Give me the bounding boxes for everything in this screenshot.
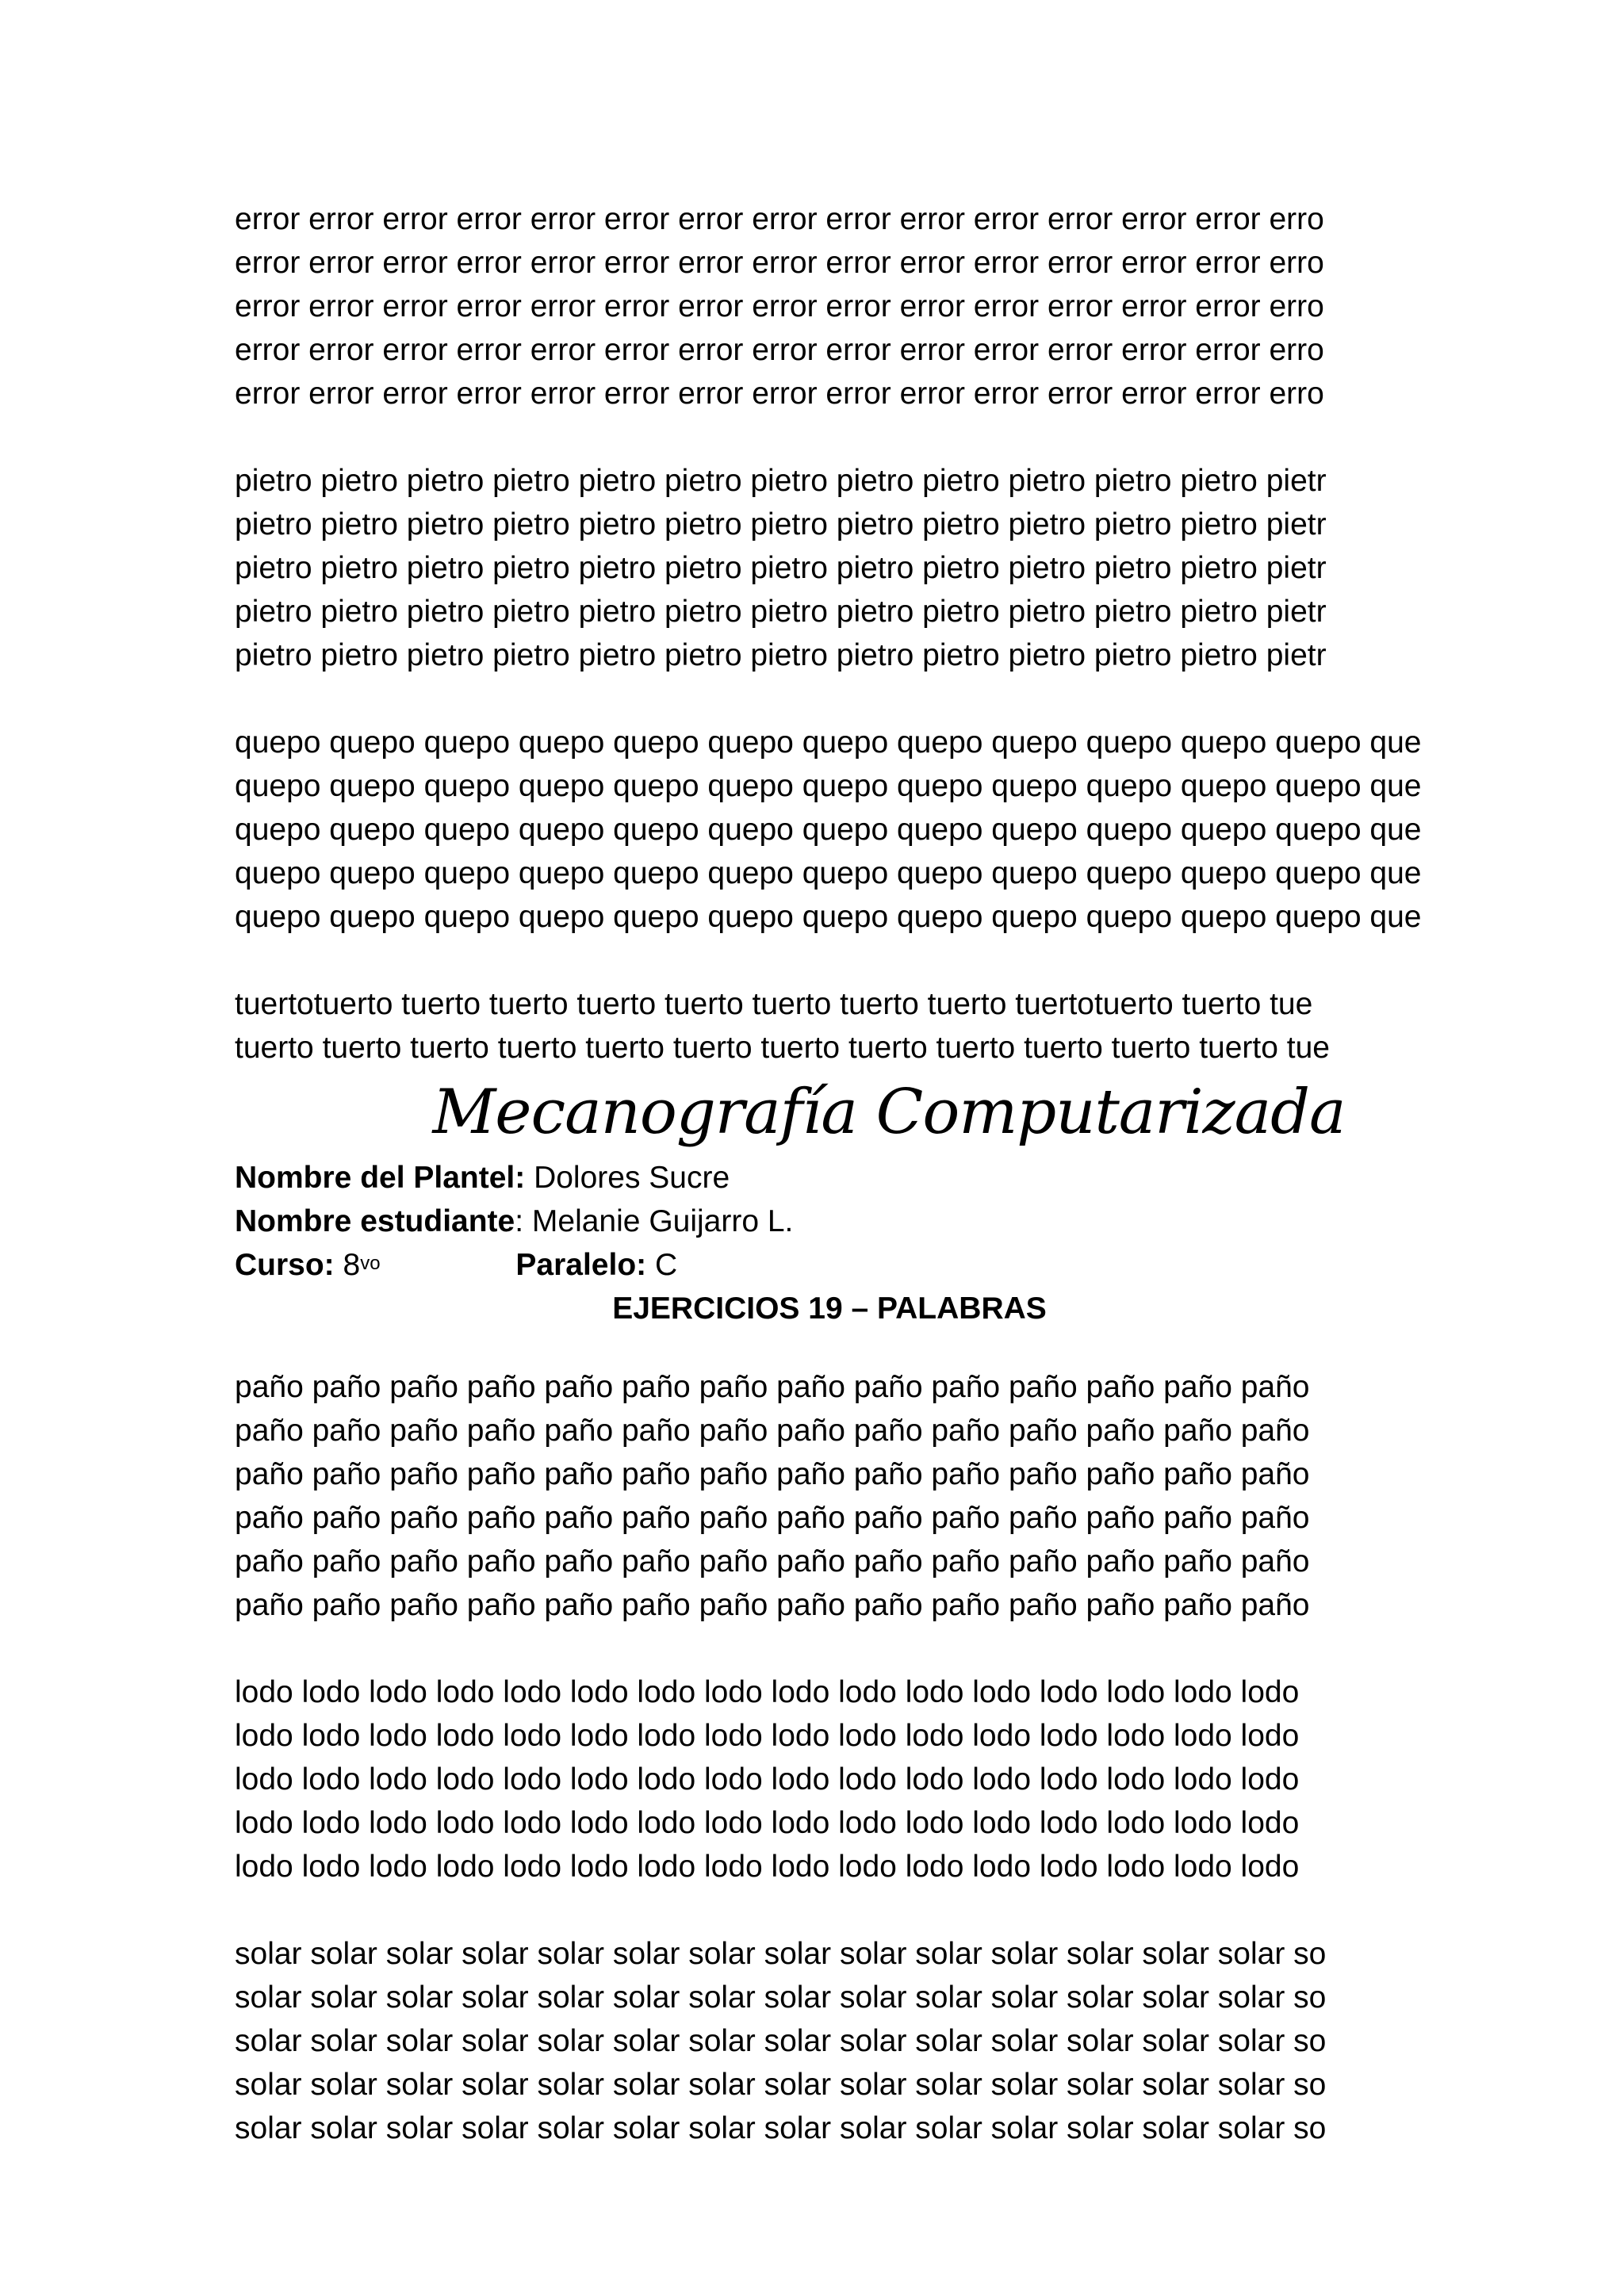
- practice-paragraph-quepo: [235, 721, 1424, 939]
- exercise-title: EJERCICIOS 19 – PALABRAS: [612, 1292, 1047, 1326]
- practice-line: pietro pietro pietro pietro pietro pietro pietro pietro pietro pietro pietro pietro pietr: [235, 595, 1327, 629]
- section-label: Paralelo:: [515, 1248, 647, 1282]
- practice-line: paño paño paño paño paño paño paño paño paño paño paño paño paño paño: [235, 1457, 1310, 1491]
- practice-line: quepo quepo quepo quepo quepo quepo quepo quepo quepo quepo quepo quepo que: [235, 769, 1422, 803]
- practice-line: solar solar solar solar solar solar solar solar solar solar solar solar solar solar so: [235, 2068, 1327, 2102]
- practice-line: paño paño paño paño paño paño paño paño paño paño paño paño paño paño: [235, 1501, 1310, 1535]
- document-title: Mecanografía Computarizada: [432, 1077, 1346, 1148]
- bottom-practice-block: [235, 1365, 1424, 2150]
- practice-line: lodo lodo lodo lodo lodo lodo lodo lodo lodo lodo lodo lodo lodo lodo lodo lodo: [235, 1762, 1300, 1797]
- student-line: [235, 1200, 1424, 1243]
- student-label: Nombre estudiante: [235, 1204, 515, 1238]
- practice-line: error error error error error error error error error error error error error error erro: [235, 289, 1324, 323]
- practice-paragraph-error: [235, 197, 1424, 415]
- school-line: [235, 1156, 1424, 1200]
- practice-line: paño paño paño paño paño paño paño paño paño paño paño paño paño paño: [235, 1588, 1310, 1622]
- practice-line: solar solar solar solar solar solar solar solar solar solar solar solar solar solar so: [235, 2111, 1327, 2145]
- practice-line: error error error error error error error error error error error error error error erro: [235, 377, 1324, 411]
- practice-paragraph-pietro: [235, 459, 1424, 677]
- practice-paragraph-pano: [235, 1365, 1424, 1627]
- practice-line: pietro pietro pietro pietro pietro pietro pietro pietro pietro pietro pietro pietro pietr: [235, 507, 1327, 541]
- practice-paragraph-solar: [235, 1932, 1424, 2150]
- practice-paragraph-lodo: [235, 1670, 1424, 1888]
- practice-line: quepo quepo quepo quepo quepo quepo quepo quepo quepo quepo quepo quepo que: [235, 900, 1422, 934]
- practice-line: error error error error error error error error error error error error error error erro: [235, 202, 1324, 236]
- school-label: Nombre del Plantel:: [235, 1161, 526, 1195]
- top-practice-block: [235, 197, 1424, 1070]
- practice-line: error error error error error error error error error error error error error error erro: [235, 246, 1324, 280]
- practice-line: solar solar solar solar solar solar solar solar solar solar solar solar solar solar so: [235, 2024, 1327, 2058]
- practice-line: paño paño paño paño paño paño paño paño paño paño paño paño paño paño: [235, 1414, 1310, 1448]
- practice-line: lodo lodo lodo lodo lodo lodo lodo lodo lodo lodo lodo lodo lodo lodo lodo lodo: [235, 1806, 1300, 1840]
- practice-line: tuertotuerto tuerto tuerto tuerto tuerto tuerto tuerto tuerto tuertotuerto tuerto tue: [235, 987, 1313, 1021]
- practice-line: quepo quepo quepo quepo quepo quepo quepo quepo quepo quepo quepo quepo que: [235, 813, 1422, 847]
- practice-line: lodo lodo lodo lodo lodo lodo lodo lodo lodo lodo lodo lodo lodo lodo lodo lodo: [235, 1850, 1300, 1884]
- practice-line: solar solar solar solar solar solar solar solar solar solar solar solar solar solar so: [235, 1980, 1327, 2015]
- course-label: Curso:: [235, 1248, 335, 1282]
- section-field: [515, 1243, 677, 1287]
- practice-line: error error error error error error error error error error error error error error erro: [235, 333, 1324, 367]
- practice-line: tuerto tuerto tuerto tuerto tuerto tuerto tuerto tuerto tuerto tuerto tuerto tuerto tue: [235, 1031, 1330, 1065]
- practice-line: pietro pietro pietro pietro pietro pietro pietro pietro pietro pietro pietro pietro pietr: [235, 464, 1327, 498]
- student-value: : Melanie Guijarro L.: [515, 1204, 794, 1238]
- practice-paragraph-tuerto: [235, 982, 1424, 1070]
- practice-line: quepo quepo quepo quepo quepo quepo quepo quepo quepo quepo quepo quepo que: [235, 856, 1422, 890]
- practice-line: lodo lodo lodo lodo lodo lodo lodo lodo lodo lodo lodo lodo lodo lodo lodo lodo: [235, 1675, 1300, 1709]
- practice-line: paño paño paño paño paño paño paño paño paño paño paño paño paño paño: [235, 1544, 1310, 1578]
- practice-line: quepo quepo quepo quepo quepo quepo quepo quepo quepo quepo quepo quepo que: [235, 725, 1422, 760]
- course-line: [235, 1243, 1424, 1287]
- practice-line: solar solar solar solar solar solar solar solar solar solar solar solar solar solar so: [235, 1937, 1327, 1971]
- practice-line: lodo lodo lodo lodo lodo lodo lodo lodo lodo lodo lodo lodo lodo lodo lodo lodo: [235, 1719, 1300, 1753]
- course-value: 8: [334, 1248, 361, 1282]
- school-value: Dolores Sucre: [525, 1161, 730, 1195]
- document-header: [235, 1069, 1424, 1330]
- practice-line: pietro pietro pietro pietro pietro pietro pietro pietro pietro pietro pietro pietro pietr: [235, 551, 1327, 585]
- section-value: C: [646, 1248, 678, 1282]
- practice-line: paño paño paño paño paño paño paño paño paño paño paño paño paño paño: [235, 1370, 1310, 1404]
- practice-line: pietro pietro pietro pietro pietro pietro pietro pietro pietro pietro pietro pietro pietr: [235, 638, 1327, 672]
- course-superscript: vo: [360, 1253, 381, 1274]
